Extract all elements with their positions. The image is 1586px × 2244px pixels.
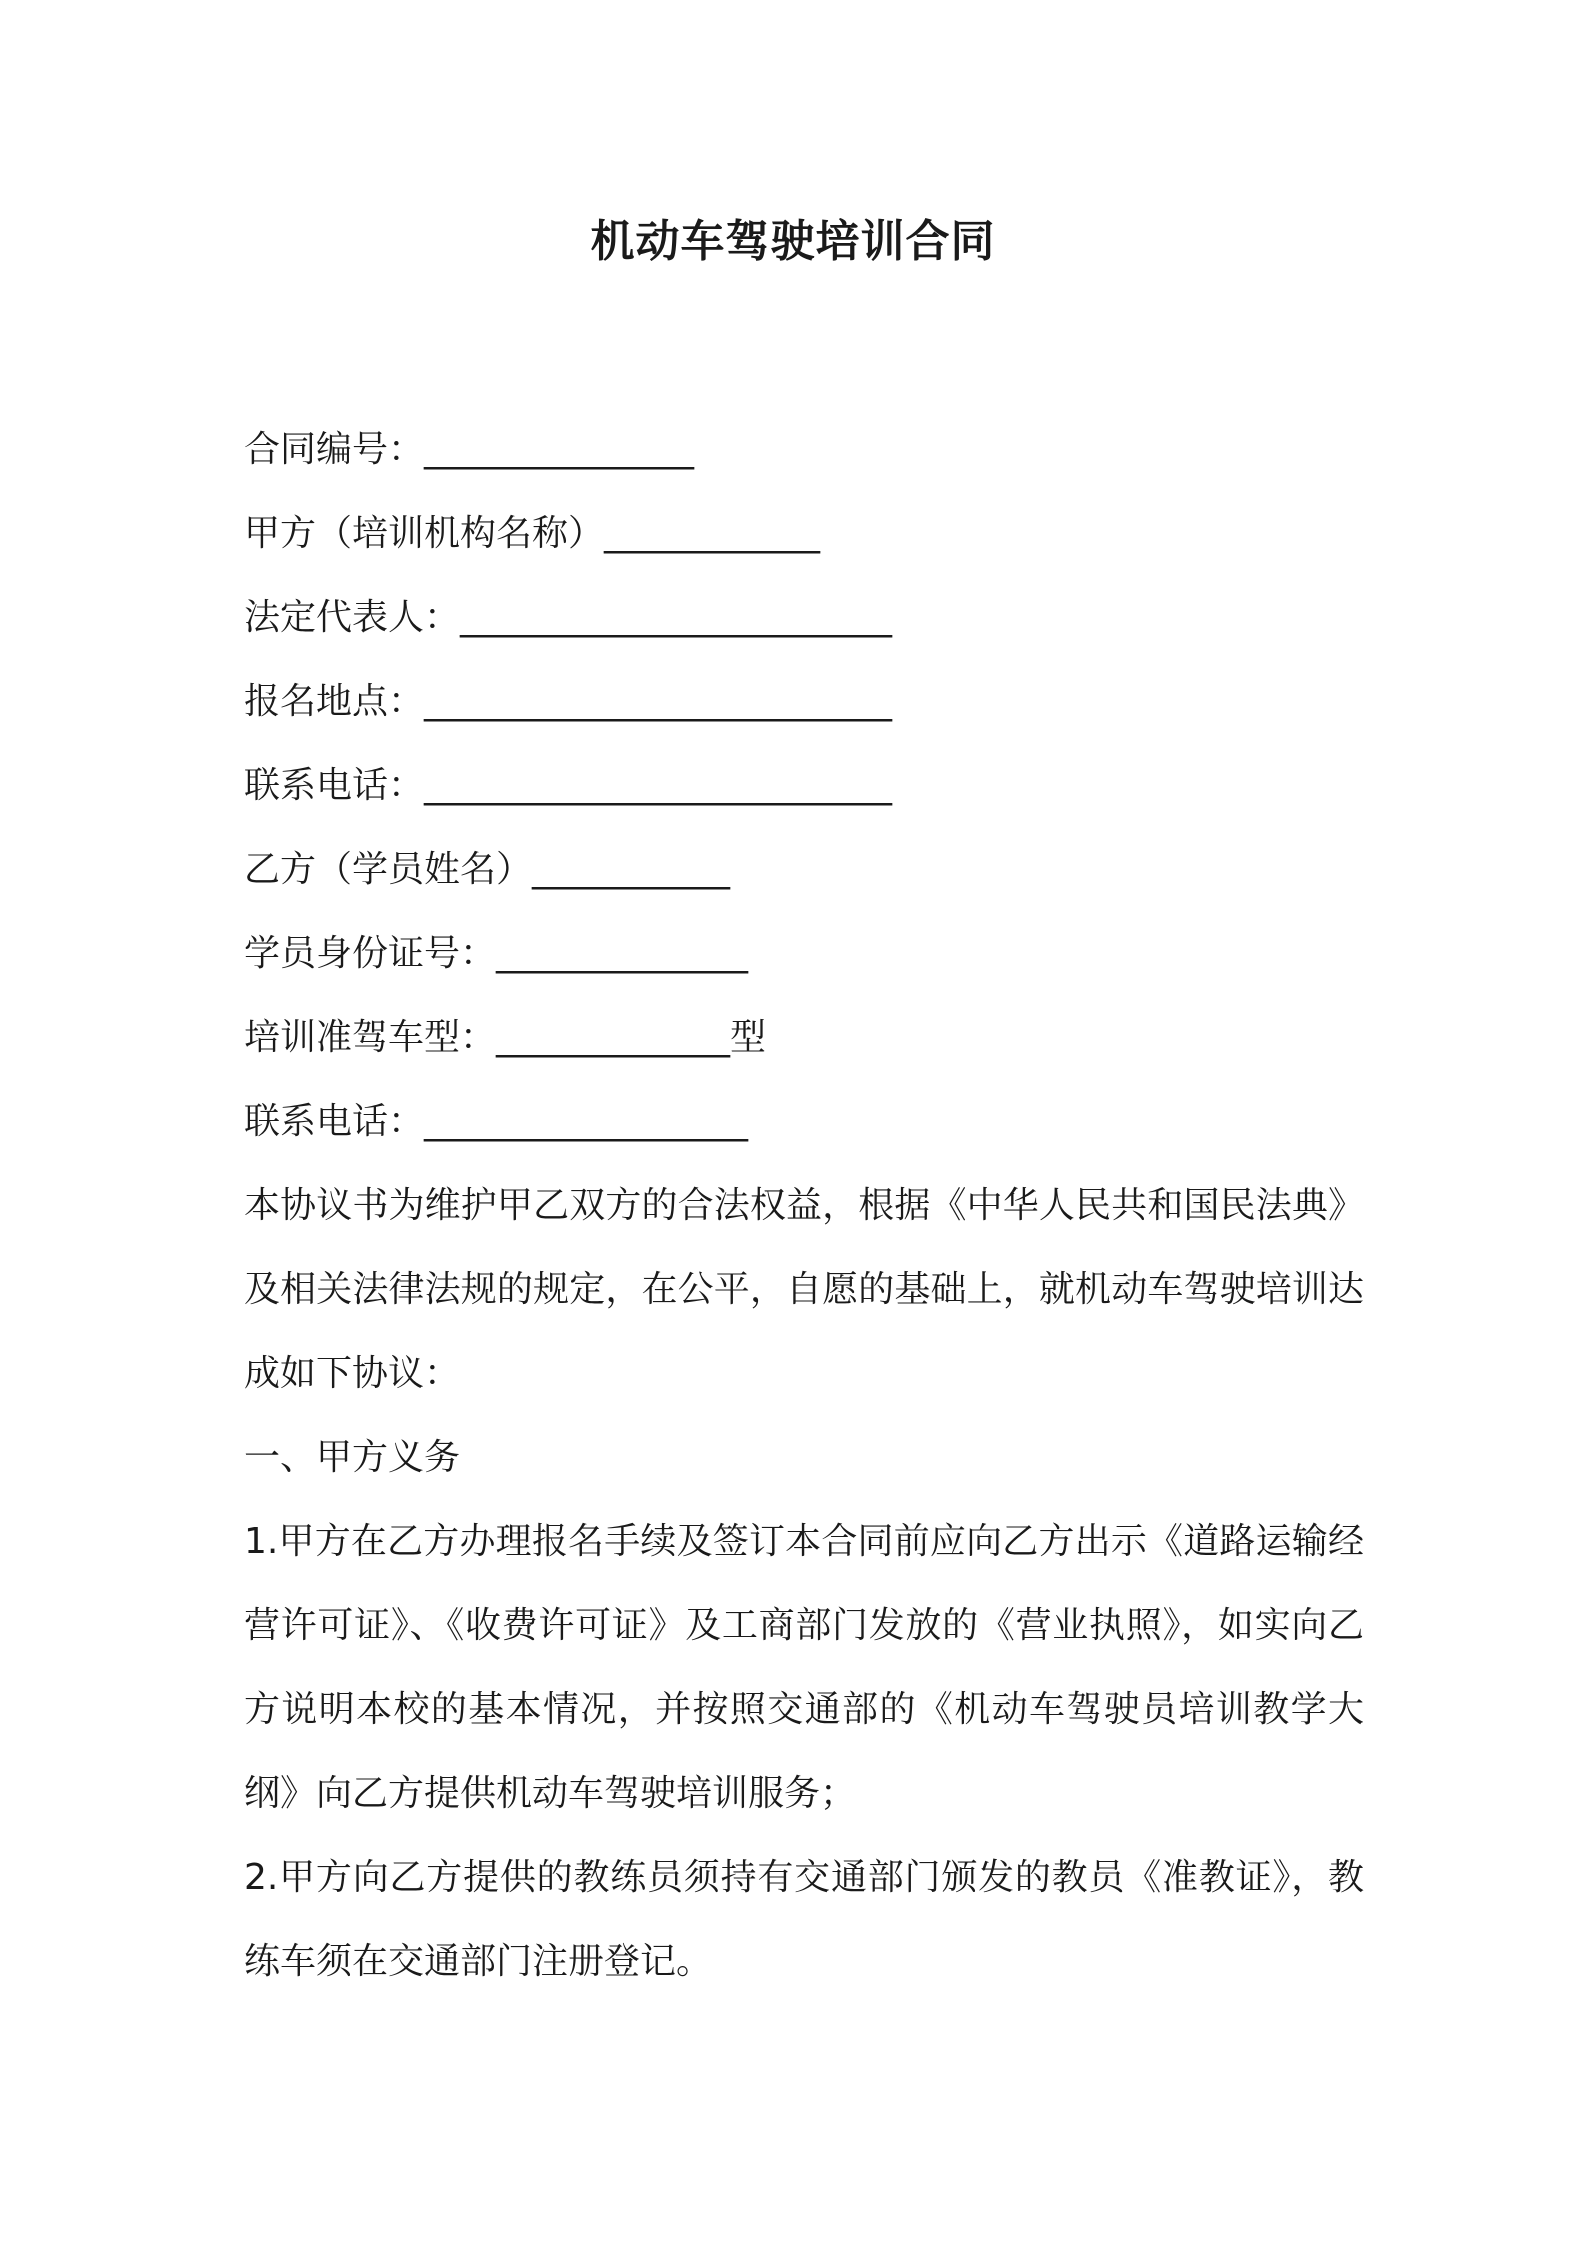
contract-body bbox=[244, 408, 1364, 2004]
field-party-a-name: 甲方（培训机构名称）____________ bbox=[244, 513, 821, 554]
section-heading: 一、甲方义务 bbox=[244, 1437, 461, 1478]
field-party-b-name: 乙方（学员姓名）___________ bbox=[244, 849, 731, 890]
field-party-a-phone: 联系电话：__________________________ bbox=[244, 765, 893, 806]
field-vehicle-class: 培训准驾车型：_____________型 bbox=[244, 1017, 767, 1058]
field-legal-representative: 法定代表人：________________________ bbox=[244, 597, 893, 638]
field-party-b-phone: 联系电话：__________________ bbox=[244, 1101, 749, 1142]
field-registration-location: 报名地点：__________________________ bbox=[244, 681, 893, 722]
field-student-id-number: 学员身份证号：______________ bbox=[244, 933, 749, 974]
preamble-paragraph: 本协议书为维护甲乙双方的合法权益，根据《中华人民共和国民法典》及相关法律法规的规定，在公平，自愿的基础上，就机动车驾驶培训达成如下协议： bbox=[244, 1185, 1364, 1394]
contract-title: 机动车驾驶培训合同 bbox=[590, 216, 996, 267]
clause-paragraph: 2.甲方向乙方提供的教练员须持有交通部门颁发的教员《准教证》，教练车须在交通部门注册登记。 bbox=[244, 1857, 1364, 1982]
clause-paragraph: 1.甲方在乙方办理报名手续及签订本合同前应向乙方出示《道路运输经营许可证》、《收费许可证》及工商部门发放的《营业执照》，如实向乙方说明本校的基本情况，并按照交通部的《机动车驾驶员培训教学大纲》向乙方提供机动车驾驶培训服务； bbox=[244, 1521, 1364, 1814]
field-contract-number: 合同编号：_______________ bbox=[244, 429, 695, 470]
